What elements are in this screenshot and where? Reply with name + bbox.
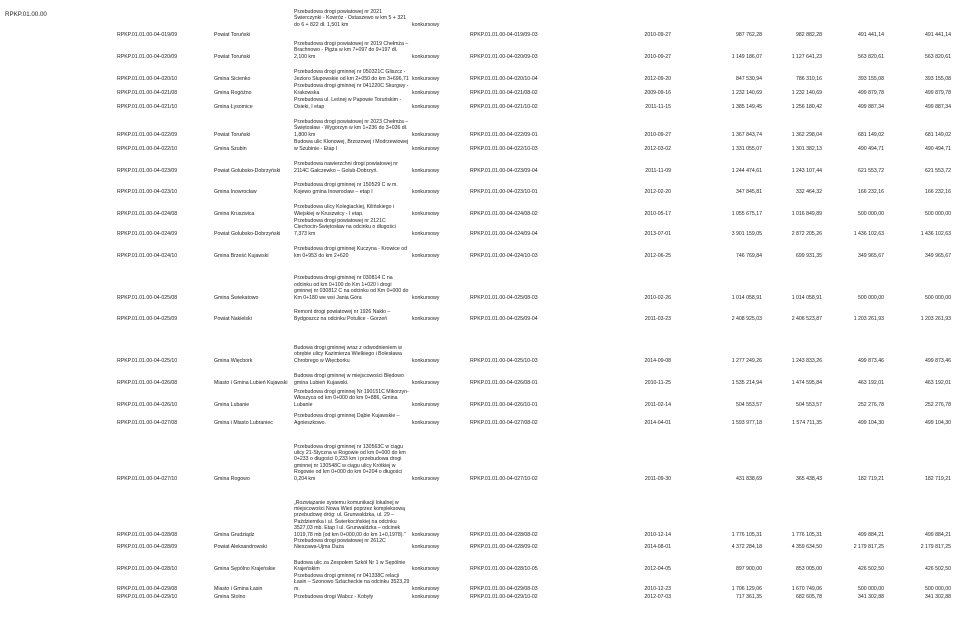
cell-title: Przebudowa drogi Wabcz - Kobyły bbox=[294, 593, 374, 600]
cell-requested: 2 179 817,25 bbox=[853, 544, 884, 551]
cell-total: 1 535 214,94 bbox=[731, 379, 762, 386]
cell-code: RPKP.01.01.00-04-020/10 bbox=[117, 75, 178, 82]
cell-eligible: 1 670 749,06 bbox=[791, 585, 822, 592]
cell-date: 2010-09-27 bbox=[644, 31, 671, 38]
cell-beneficiary: Gmina Stolno bbox=[214, 593, 246, 600]
cell-title: Budowa drogi gminnej wraz z odwodnieniem w obrębie ulicy Kazimierza Wielkiego i Bolesława Chrobrego w Więcborku bbox=[294, 344, 402, 364]
cell-beneficiary: Powiat Toruński bbox=[214, 31, 251, 38]
cell-code bbox=[116, 4, 213, 28]
table-row bbox=[116, 237, 952, 259]
cell-efrr: 393 155,08 bbox=[925, 75, 951, 82]
cell-mode: konkursowy bbox=[412, 379, 440, 386]
table-row bbox=[116, 386, 952, 408]
cell-mode: konkursowy bbox=[412, 419, 440, 426]
cell-eligible: 2 872 205,26 bbox=[791, 230, 822, 237]
cell-app: RPKP.01.01.00-04-023/09-04 bbox=[470, 167, 538, 174]
cell-mode: konkursowy bbox=[412, 475, 440, 482]
cell-beneficiary: Powiat Aleksandrowski bbox=[214, 544, 267, 551]
cell-requested: 341 302,88 bbox=[858, 593, 884, 600]
cell-code: RPKP.01.01.00-04-025/09 bbox=[117, 315, 178, 322]
cell-requested: 252 276,78 bbox=[858, 401, 884, 408]
cell-total: 1 776 105,31 bbox=[731, 531, 762, 538]
cell-app: RPKP.01.01.00-04-025/09-04 bbox=[470, 315, 538, 322]
cell-requested: 393 155,08 bbox=[858, 75, 884, 82]
cell-efrr: 349 965,67 bbox=[925, 252, 951, 259]
cell-title: Przebudowa drogi gminnej Kuczyna - Krowice od km 0+953 do km 2+620 bbox=[294, 246, 408, 259]
cell-eligible: 1 243 107,44 bbox=[791, 167, 822, 174]
cell-app: RPKP.01.01.00-04-027/08-02 bbox=[470, 419, 538, 426]
cell-total: 1 706 129,06 bbox=[731, 585, 762, 592]
cell-requested: 1 203 261,93 bbox=[853, 315, 884, 322]
cell-beneficiary: Miasto i Gmina Łasin bbox=[214, 585, 263, 592]
cell-total: 1 014 058,91 bbox=[731, 294, 762, 301]
cell-requested: 463 192,01 bbox=[858, 379, 884, 386]
cell-efrr: 252 276,78 bbox=[925, 401, 951, 408]
cell-efrr: 182 719,21 bbox=[925, 475, 951, 482]
cell-mode: konkursowy bbox=[412, 566, 440, 573]
cell-efrr: 490 494,71 bbox=[925, 145, 951, 152]
cell-requested: 166 232,16 bbox=[858, 188, 884, 195]
cell-eligible: 699 931,35 bbox=[796, 252, 822, 259]
cell-date: 2011-09-30 bbox=[644, 475, 671, 482]
cell-requested: 499 873,46 bbox=[858, 357, 884, 364]
cell-date: 2012-03-02 bbox=[644, 145, 671, 152]
cell-code: RPKP.01.01.00-04-023/10 bbox=[117, 188, 178, 195]
cell-requested: 349 965,67 bbox=[858, 252, 884, 259]
cell-app: RPKP.01.01.00-04-022/09-01 bbox=[470, 131, 538, 138]
cell-mode: konkursowy bbox=[412, 544, 440, 551]
cell-beneficiary: Powiat Golubsko-Dobrzyński bbox=[214, 167, 281, 174]
cell-mode: konkursowy bbox=[412, 357, 440, 364]
cell-code: RPKP.01.01.00-04-026/10 bbox=[117, 401, 178, 408]
cell-efrr: 563 820,61 bbox=[925, 53, 951, 60]
cell-title: Przebudowa drogi gminnej nr 041220C Skurgwy - Krakowska bbox=[294, 83, 409, 96]
cell-efrr: 491 441,14 bbox=[925, 31, 951, 38]
cell-requested: 426 502,50 bbox=[858, 566, 884, 573]
cell-date: 2010-11-25 bbox=[644, 379, 671, 386]
cell-code: RPKP.01.01.00-04-026/08 bbox=[117, 379, 178, 386]
cell-code: RPKP.01.01.00-04-027/10 bbox=[117, 475, 178, 482]
table-row bbox=[116, 573, 952, 592]
cell-efrr: 499 873,46 bbox=[925, 357, 951, 364]
program-code: RPKP.01.00.00 bbox=[5, 11, 47, 18]
cell-requested: 499 884,21 bbox=[858, 531, 884, 538]
cell-code: RPKP.01.01.00-04-024/09 bbox=[117, 230, 178, 237]
cell-date: 2014-04-01 bbox=[644, 419, 671, 426]
cell-date: 2013-07-01 bbox=[644, 230, 671, 237]
cell-beneficiary: Powiat Toruński bbox=[214, 53, 251, 60]
cell-date: 2012-06-25 bbox=[644, 252, 671, 259]
cell-code: RPKP.01.01.00-04-022/10 bbox=[117, 145, 178, 152]
cell-requested: 490 494,71 bbox=[858, 145, 884, 152]
cell-requested: 499 887,34 bbox=[858, 103, 884, 110]
cell-eligible: 1 016 849,89 bbox=[791, 210, 822, 217]
cell-date: 2010-09-27 bbox=[644, 53, 671, 60]
cell-efrr: 681 149,02 bbox=[925, 131, 951, 138]
cell-eligible: 1 574 711,35 bbox=[792, 419, 822, 426]
table-row bbox=[116, 195, 952, 217]
cell-title: Przebudowa drogi gminnej nr 130563C w ciągu ulicy 21-Styczna w Rogowie od km 0+000 do km 0+233 o długości 0,233 km i przebudowa drogi gminnej nr 130548C w ciągu ulicy Krótkiej w Rogowie od km 0+000 do km 0+204 o długości 0,204 km bbox=[294, 443, 406, 482]
cell-title: Przebudowa drogi powiatowej nr 2121C Ciechocin-Świętosław na odcinku o długości 7,373 km bbox=[294, 217, 396, 237]
cell-eligible: 982 882,28 bbox=[796, 31, 822, 38]
cell-total: 3 901 159,05 bbox=[731, 230, 762, 237]
cell-mode: konkursowy bbox=[412, 401, 440, 408]
cell-eligible: 1 014 058,91 bbox=[791, 294, 822, 301]
cell-requested: 499 104,30 bbox=[858, 419, 884, 426]
cell-title: Przebudowa drogi gminnej nr 050321C Gliszcz - Jezioro Słupowskie od km 2+050 do km 3+696,71 bbox=[294, 69, 409, 82]
cell-eligible: 2 406 523,87 bbox=[791, 315, 822, 322]
cell-app: RPKP.01.01.00-04-019/09-03 bbox=[470, 31, 538, 38]
cell-code: RPKP.01.01.00-04-020/09 bbox=[117, 53, 178, 60]
cell-title: Przebudowa drogi powiatowej nr 2021 Świerczynki - Kowróz - Ostaszewo w km 5 + 321 do 6 + 822 dł. 1,501 km bbox=[294, 8, 406, 28]
table-row bbox=[116, 259, 952, 301]
cell-mode: konkursowy bbox=[412, 167, 440, 174]
cell-title: Remont drogi powiatowej nr 1926 Nakło – Bydgoszcz na odcinku Potulice - Gorzeń bbox=[294, 309, 391, 322]
cell-code: RPKP.01.01.00-04-019/09 bbox=[117, 31, 178, 38]
cell-requested: 681 149,02 bbox=[858, 131, 884, 138]
cell-beneficiary: Gmina Rogóźno bbox=[214, 89, 252, 96]
cell-mode: konkursowy bbox=[412, 210, 440, 217]
cell-title: „Rozwiązanie systemu komunikacji lokalnej w miejscowości Nowa Wieś poprzez kompleksową przebudowę dróg: ul. Grunwaldzka, ul. 29 – Października i ul. Świerkocińskiej na odcinku 3527,03 mb. Etap I ul. Grunwaldzka – odcinek 1019,78 mb (od km 0+000,00 do km 1+0,1978).” bbox=[294, 499, 406, 538]
cell-beneficiary: Gmina Kruszwica bbox=[214, 210, 255, 217]
cell-date: 2014-09-08 bbox=[644, 357, 671, 364]
cell-title: Przebudowa ulicy Kolegiackiej, Kilińskiego i Wiejskiej w Kruszwicy - I etap. bbox=[294, 204, 395, 217]
cell-beneficiary: Powiat Nakielski bbox=[214, 315, 252, 322]
cell-beneficiary: Gmina Szubin bbox=[214, 145, 247, 152]
cell-total bbox=[672, 4, 763, 28]
cell-total: 431 838,69 bbox=[736, 475, 762, 482]
cell-app: RPKP.01.01.00-04-028/09-02 bbox=[470, 544, 538, 551]
cell-app: RPKP.01.01.00-04-029/10-02 bbox=[470, 593, 538, 600]
cell-app: RPKP.01.01.00-04-024/09-04 bbox=[470, 230, 538, 237]
cell-app: RPKP.01.01.00-04-023/10-01 bbox=[470, 188, 538, 195]
cell-app: RPKP.01.01.00-04-025/10-03 bbox=[470, 357, 538, 364]
table-row bbox=[116, 592, 952, 600]
cell-eligible: 1 256 180,42 bbox=[791, 103, 822, 110]
cell-beneficiary: Gmina Sicienko bbox=[214, 75, 251, 82]
cell-efrr: 499 104,30 bbox=[925, 419, 951, 426]
table-row bbox=[116, 4, 952, 28]
cell-total: 1 244 474,61 bbox=[731, 167, 762, 174]
cell-date: 2011-02-14 bbox=[644, 401, 671, 408]
cell-title: Przebudowa drogi powiatowej nr 2023 Chełmża – Świętosław - Wygorzyn w km 1+236 do 3+036 dł. 1,800 km bbox=[294, 118, 409, 138]
cell-date: 2011-11-15 bbox=[645, 103, 671, 110]
cell-total: 897 900,00 bbox=[736, 566, 762, 573]
cell-mode: konkursowy bbox=[412, 230, 440, 237]
table-row bbox=[116, 82, 952, 96]
cell-title: Przebudowa ul. Leśnej w Papowie Toruńskim - Osieki, I etap bbox=[294, 97, 402, 110]
cell-date: 2009-09-16 bbox=[644, 89, 671, 96]
cell-efrr: 500 000,00 bbox=[925, 210, 951, 217]
cell-code: RPKP.01.01.00-04-028/08 bbox=[117, 531, 178, 538]
cell-code: RPKP.01.01.00-04-025/10 bbox=[117, 357, 178, 364]
cell-title: Przebudowa nawierzchni drogi powiatowej nr 2114C Gałczewko – Golub-Dobrzyń. bbox=[294, 161, 398, 174]
cell-date: 2012-04-05 bbox=[644, 566, 671, 573]
cell-total: 1 277 249,26 bbox=[731, 357, 762, 364]
cell-title: Przebudowa drogi gminnej nr 030814 C na odcinku od km 0+100 do Km 1+020 i drogi gminnej nr 030812 C na odcinku od Km 0+000 do Km 0+180 we wsi Jania Góra bbox=[294, 275, 409, 301]
table-row bbox=[116, 217, 952, 237]
cell-efrr: 499 884,21 bbox=[925, 531, 951, 538]
cell-beneficiary: Gmina Świekatowo bbox=[214, 294, 259, 301]
cell-requested: 491 441,14 bbox=[858, 31, 884, 38]
cell-title: Przebudowa drogi gminnej Nr 190151C Mikorzyn-Włoszyca od km 0+000 do km 0+886, Gmina Lubanie bbox=[294, 388, 409, 408]
cell-code: RPKP.01.01.00-04-021/10 bbox=[117, 103, 178, 110]
cell-app: RPKP.01.01.00-04-029/08-03 bbox=[470, 585, 538, 592]
cell-date: 2011-11-09 bbox=[645, 167, 671, 174]
table-row bbox=[116, 538, 952, 551]
cell-beneficiary: Gmina i Miasto Lubraniec bbox=[214, 419, 273, 426]
cell-title: Przebudowa drogi powiatowej nr 2019 Chełmża – Brachnowo - Pigża w km 7+097 do 9+197 dł. 2,100 km bbox=[294, 40, 409, 60]
cell-app: RPKP.01.01.00-04-020/10-04 bbox=[470, 75, 538, 82]
cell-eligible: 682 605,78 bbox=[796, 593, 822, 600]
cell-title: Przebudowa drogi gminnej nr 150529 C w m. Kojewo gmina Inowrocław – etap I bbox=[294, 182, 398, 195]
cell-total: 1 331 055,07 bbox=[731, 145, 762, 152]
cell-eligible: 853 005,00 bbox=[796, 566, 822, 573]
cell-mode: konkursowy bbox=[412, 131, 440, 138]
cell-mode: konkursowy bbox=[412, 89, 440, 96]
cell-code: RPKP.01.01.00-04-028/09 bbox=[117, 544, 178, 551]
cell-requested: 182 719,21 bbox=[858, 475, 884, 482]
cell-requested: 500 000,00 bbox=[858, 294, 884, 301]
table-row bbox=[116, 551, 952, 573]
cell-date: 2010-12-23 bbox=[644, 585, 671, 592]
cell-code: RPKP.01.01.00-04-029/08 bbox=[117, 585, 178, 592]
cell-code: RPKP.01.01.00-04-024/08 bbox=[117, 210, 178, 217]
cell-mode: konkursowy bbox=[412, 103, 440, 110]
cell-code: RPKP.01.01.00-04-023/09 bbox=[117, 167, 178, 174]
cell-efrr: 463 192,01 bbox=[925, 379, 951, 386]
cell-total: 847 530,94 bbox=[736, 75, 762, 82]
cell-requested: 563 820,61 bbox=[858, 53, 884, 60]
cell-app: RPKP.01.01.00-04-022/10-03 bbox=[470, 145, 538, 152]
cell-mode: konkursowy bbox=[412, 585, 440, 592]
cell-beneficiary: Gmina Rogowo bbox=[214, 475, 250, 482]
cell-app: RPKP.01.01.00-04-024/08-02 bbox=[470, 210, 538, 217]
table-body bbox=[116, 4, 952, 600]
cell-total: 347 845,81 bbox=[736, 188, 762, 195]
cell-app: RPKP.01.01.00-04-028/08-02 bbox=[470, 531, 538, 538]
cell-eligible: 1 362 298,04 bbox=[791, 131, 822, 138]
cell-code: RPKP.01.01.00-04-021/08 bbox=[117, 89, 178, 96]
cell-date: 2012-07-03 bbox=[644, 593, 671, 600]
cell-eligible: 1 127 641,23 bbox=[791, 53, 822, 60]
cell-beneficiary: Powiat Golubsko-Dobrzyński bbox=[214, 230, 281, 237]
cell-beneficiary: Gmina Więcbork bbox=[214, 357, 253, 364]
cell-eligible bbox=[763, 4, 823, 28]
cell-mode: konkursowy bbox=[412, 188, 440, 195]
cell-efrr: 500 000,00 bbox=[925, 294, 951, 301]
table-row bbox=[116, 152, 952, 174]
cell-requested bbox=[823, 4, 885, 28]
cell-eligible: 1 474 595,84 bbox=[791, 379, 822, 386]
cell-app: RPKP.01.01.00-04-028/10-05 bbox=[470, 566, 538, 573]
cell-date: 2011-03-23 bbox=[644, 315, 671, 322]
table-row bbox=[116, 38, 952, 60]
cell-code: RPKP.01.01.00-04-027/08 bbox=[117, 419, 178, 426]
cell-beneficiary: Gmina Inowrocław bbox=[214, 188, 257, 195]
cell-efrr: 621 553,72 bbox=[925, 167, 951, 174]
cell-total: 1 367 843,74 bbox=[731, 131, 762, 138]
cell-mode: konkursowy bbox=[412, 252, 440, 259]
cell-efrr: 1 436 102,63 bbox=[920, 230, 951, 237]
cell-mode: konkursowy bbox=[412, 593, 440, 600]
cell-eligible: 1 243 833,26 bbox=[791, 357, 822, 364]
cell-app: RPKP.01.01.00-04-024/10-03 bbox=[470, 252, 538, 259]
cell-efrr: 500 000,00 bbox=[925, 585, 951, 592]
cell-beneficiary: Gmina Grudziądz bbox=[214, 531, 255, 538]
cell-title: Przebudowa drogi powiatowej nr 2612C Nieszawa-Ujma Duża bbox=[294, 538, 386, 551]
cell-mode: konkursowy bbox=[412, 315, 440, 322]
cell-total: 987 762,28 bbox=[736, 31, 762, 38]
cell-title: Przebudowa drogi gminnej nr 041338C relacji Łasin – Szonowo Szlacheckie na odcinku 3523,29 m. bbox=[294, 572, 410, 592]
cell-eligible: 786 310,16 bbox=[796, 75, 822, 82]
cell-mode: konkursowy bbox=[412, 21, 440, 28]
cell-title: Budowa drogi gminnej w miejscowości Błędowo gmina Lubień Kujawski. bbox=[294, 373, 404, 386]
cell-beneficiary: Gmina Sępólno Krajeńskie bbox=[214, 566, 276, 573]
table-row bbox=[116, 408, 952, 426]
cell-eligible: 1 776 105,31 bbox=[791, 531, 822, 538]
cell-efrr: 2 179 817,25 bbox=[920, 544, 951, 551]
cell-total: 4 372 284,18 bbox=[731, 544, 762, 551]
table-row bbox=[116, 110, 952, 138]
cell-app: RPKP.01.01.00-04-026/10-01 bbox=[470, 401, 538, 408]
table-row bbox=[116, 322, 952, 364]
table-row bbox=[116, 426, 952, 482]
table-row bbox=[116, 364, 952, 386]
table-row bbox=[116, 174, 952, 195]
cell-total: 1 149 186,07 bbox=[731, 53, 762, 60]
cell-total: 2 408 925,03 bbox=[731, 315, 762, 322]
cell-total: 1 593 977,18 bbox=[731, 419, 762, 426]
cell-efrr: 166 232,16 bbox=[925, 188, 951, 195]
cell-efrr bbox=[885, 4, 952, 28]
cell-requested: 621 553,72 bbox=[858, 167, 884, 174]
cell-app: RPKP.01.01.00-04-025/08-03 bbox=[470, 294, 538, 301]
cell-app bbox=[469, 4, 589, 28]
cell-app: RPKP.01.01.00-04-021/10-02 bbox=[470, 103, 538, 110]
table-row bbox=[116, 60, 952, 82]
cell-beneficiary bbox=[213, 4, 293, 28]
cell-requested: 1 436 102,63 bbox=[853, 230, 884, 237]
cell-date: 2010-02-26 bbox=[644, 294, 671, 301]
cell-requested: 499 879,78 bbox=[858, 89, 884, 96]
cell-title: Przebudowa drogi gminnej Dąbie Kujawskie – Agnieszkowo. bbox=[294, 413, 400, 426]
cell-beneficiary: Miasto i Gmina Lubień Kujawski bbox=[214, 379, 288, 386]
cell-total: 1 055 675,17 bbox=[731, 210, 762, 217]
cell-app: RPKP.01.01.00-04-026/08-01 bbox=[470, 379, 538, 386]
table-row bbox=[116, 138, 952, 152]
cell-date: 2010-09-27 bbox=[644, 131, 671, 138]
cell-title: Budowa ulic Klonowej, Brzozowej i Modrzewiowej w Szubinie - Etap I bbox=[294, 139, 409, 152]
cell-beneficiary: Powiat Toruński bbox=[214, 131, 251, 138]
cell-total: 1 232 140,69 bbox=[731, 89, 762, 96]
cell-efrr: 499 879,78 bbox=[925, 89, 951, 96]
cell-efrr: 426 502,50 bbox=[925, 566, 951, 573]
projects-table bbox=[116, 4, 952, 600]
cell-mode: konkursowy bbox=[412, 75, 440, 82]
cell-app: RPKP.01.01.00-04-020/09-03 bbox=[470, 53, 538, 60]
cell-code: RPKP.01.01.00-04-022/09 bbox=[117, 131, 178, 138]
cell-date: 2012-09-20 bbox=[644, 75, 671, 82]
cell-total: 717 361,35 bbox=[736, 593, 762, 600]
cell-total: 746 769,84 bbox=[736, 252, 762, 259]
table-row bbox=[116, 301, 952, 322]
cell-mode: konkursowy bbox=[412, 53, 440, 60]
table-row bbox=[116, 96, 952, 110]
cell-total: 1 385 149,45 bbox=[731, 103, 762, 110]
cell-beneficiary: Gmina Łysomice bbox=[214, 103, 253, 110]
table-row bbox=[116, 28, 952, 38]
cell-eligible: 365 438,43 bbox=[796, 475, 822, 482]
cell-code: RPKP.01.01.00-04-028/10 bbox=[117, 566, 178, 573]
cell-app: RPKP.01.01.00-04-021/08-02 bbox=[470, 89, 538, 96]
cell-eligible: 1 232 140,69 bbox=[791, 89, 822, 96]
cell-date bbox=[589, 4, 672, 28]
cell-date: 2012-02-20 bbox=[644, 188, 671, 195]
cell-code: RPKP.01.01.00-04-024/10 bbox=[117, 252, 178, 259]
cell-title bbox=[293, 28, 411, 38]
cell-date: 2010-12-14 bbox=[644, 531, 671, 538]
cell-mode: konkursowy bbox=[412, 531, 440, 538]
cell-mode: konkursowy bbox=[412, 145, 440, 152]
cell-eligible: 332 464,32 bbox=[796, 188, 822, 195]
cell-eligible: 1 301 382,13 bbox=[791, 145, 822, 152]
cell-efrr: 1 203 261,93 bbox=[920, 315, 951, 322]
cell-date: 2014-08-01 bbox=[644, 544, 671, 551]
cell-code: RPKP.01.01.00-04-029/10 bbox=[117, 593, 178, 600]
cell-mode: konkursowy bbox=[412, 294, 440, 301]
cell-app: RPKP.01.01.00-04-027/10-02 bbox=[470, 475, 538, 482]
table-row bbox=[116, 482, 952, 538]
cell-total: 504 553,57 bbox=[736, 401, 762, 408]
cell-mode bbox=[411, 28, 469, 38]
cell-date: 2010-05-17 bbox=[644, 210, 671, 217]
cell-beneficiary: Gmina Lubanie bbox=[214, 401, 250, 408]
cell-eligible: 4 359 634,50 bbox=[791, 544, 822, 551]
cell-code: RPKP.01.01.00-04-025/08 bbox=[117, 294, 178, 301]
cell-efrr: 499 887,34 bbox=[925, 103, 951, 110]
cell-requested: 500 000,00 bbox=[858, 210, 884, 217]
cell-eligible: 504 553,57 bbox=[796, 401, 822, 408]
cell-beneficiary: Gmina Brześć Kujawski bbox=[214, 252, 269, 259]
cell-title: Budowa ulic za Zespołem Szkół Nr 1 w Sępólnie Krajeńskim bbox=[294, 560, 406, 573]
cell-efrr: 341 302,88 bbox=[925, 593, 951, 600]
cell-requested: 500 000,00 bbox=[858, 585, 884, 592]
